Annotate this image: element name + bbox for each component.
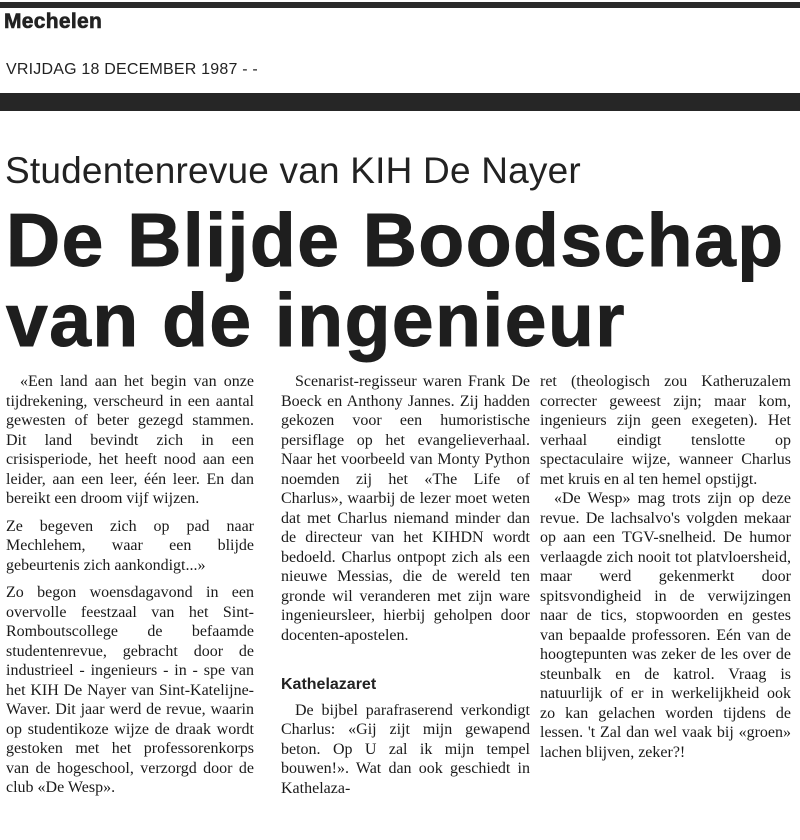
- article-column-2: [281, 372, 530, 798]
- paragraph: Ze begeven zich op pad naar Mechlehem, waar een blijde gebeurtenis zich aankondigt...»: [6, 517, 254, 574]
- headline-line-1: De Blijde Boodschap: [6, 198, 785, 282]
- paragraph: Scenarist-regisseur waren Frank De Boeck en Anthony Jannes. Zij hadden gekozen voor een humoristische persiflage op het evangelieverhaal. Naar het voorbeeld van Monty Python noemden zij het «The Life of Charlus», waarbij de lezer moet weten dat met Charlus niemand minder dan de directeur van het KIHDN wordt bedoeld. Charlus ontpopt zich als een nieuwe Messias, die de wereld ten gronde wil veranderen met zijn ware ingenieursleer, hierbij geholpen door docenten-apostelen.: [281, 373, 530, 644]
- paragraph: Zo begon woensdagavond in een overvolle feestzaal van het Sint-Romboutscollege de befaamde studentenrevue, gebracht door de industrieel - ingenieurs - in - spe van het KIH De Nayer van Sint-Katelijne-Waver. Dit jaar werd de revue, waarin op studentikoze wijze de draak wordt gestoken met het professorenkorps van de hogeschool, verzorgd door de club «De Wesp».: [6, 584, 254, 796]
- dateline: VRIJDAG 18 DECEMBER 1987 - -: [6, 61, 258, 78]
- paragraph: «De Wesp» mag trots zijn op deze revue. De lachsalvo's volgden mekaar op aan een TGV-snelheid. De humor verlaagde zich nooit tot platvloersheid, maar werd gekenmerkt door spitsvondigheid in de verwijzingen naar de tics, stopwoorden en gestes van bepaalde professoren. Eén van de hoogtepunten was zeker de les over de steunbalk en de katrol. Vraag is natuurlijk of er in werkelijkheid ook zo kan gelachen worden tijdens de lessen. 't Zal dan wel vaak bij «groen» lachen blijven, zeker?!: [540, 490, 791, 761]
- section-divider-bar: [0, 93, 800, 111]
- paragraph: «Een land aan het begin van onze tijdrekening, verscheurd in een aantal gewesten of beter gezegd stammen. Dit land bevindt zich in een crisisperiode, het heeft nood aan een leider, aan een leer, één leer. En dan bereikt een droom vijf wijzen.: [6, 373, 254, 507]
- paragraph: ret (theologisch zou Katheruzalem correcter geweest zijn; maar kom, ingenieurs zijn geen exegeten). Het verhaal eindigt tenslotte op spectaculaire wijze, wanneer Charlus met kruis en al ten hemel opstijgt.: [540, 373, 791, 488]
- paragraph: De bijbel parafraserend verkondigt Charlus: «Gij zijt mijn gewapend beton. Op U zal ik mijn tempel bouwen!». Wat dan ook geschiedt in Kathelaza-: [281, 701, 530, 797]
- article-kicker: Studentenrevue van KIH De Nayer: [5, 150, 581, 191]
- article-column-1: [6, 372, 254, 798]
- article-headline: [6, 200, 785, 360]
- headline-line-2: van de ingenieur: [6, 278, 626, 362]
- article-column-3: [540, 372, 791, 762]
- article-subhead: Kathelazaret: [281, 676, 377, 693]
- section-name: Mechelen: [4, 10, 103, 33]
- top-rule: [0, 2, 800, 8]
